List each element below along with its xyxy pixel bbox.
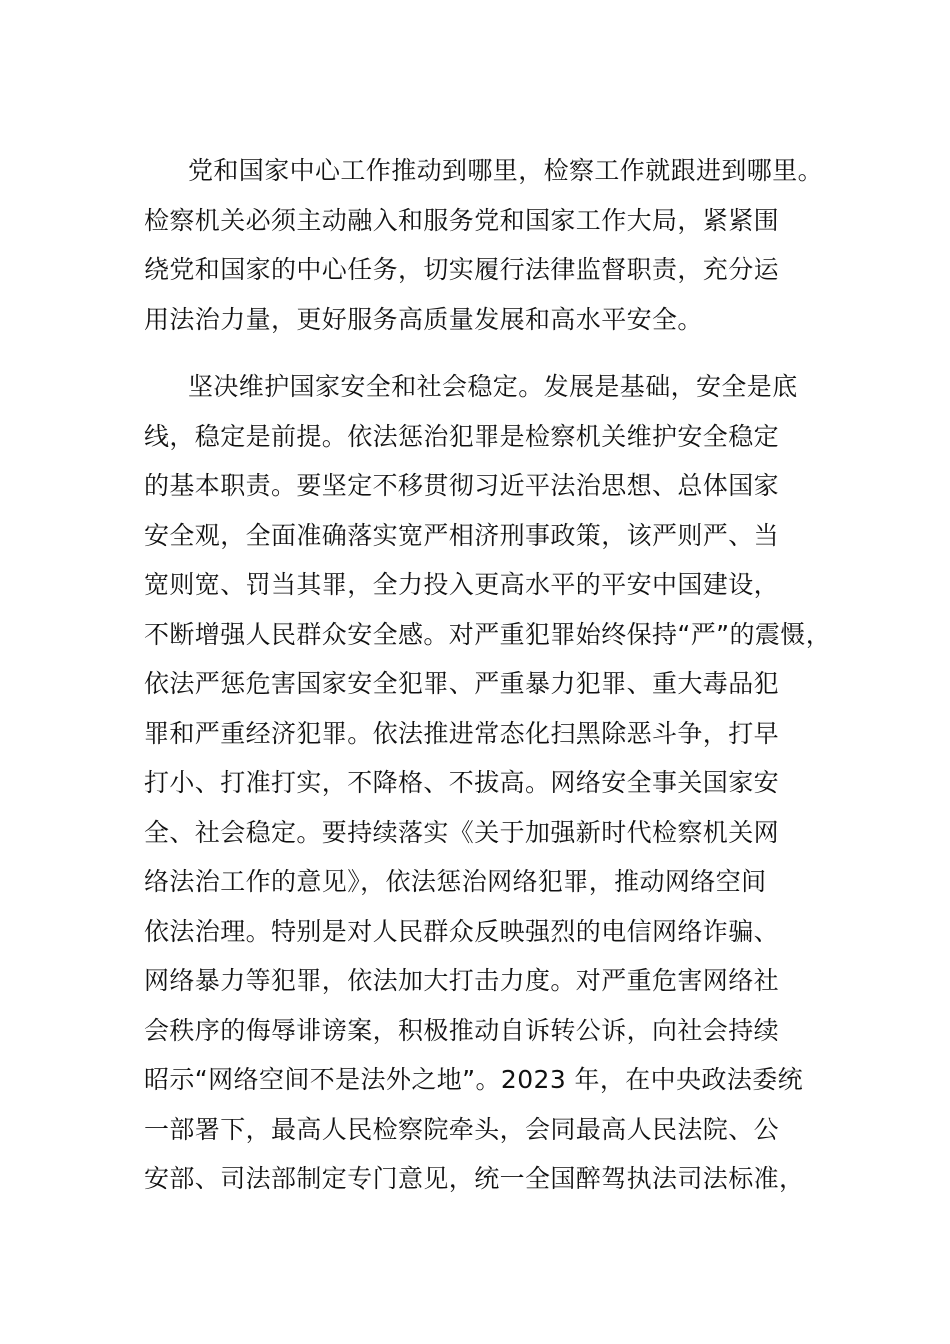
paragraph-line: 检察机关必须主动融入和服务党和国家工作大局，紧紧围 <box>144 205 780 235</box>
paragraph-line: 全、社会稳定。要持续落实《关于加强新时代检察机关网 <box>144 817 780 847</box>
paragraph-line: 用法治力量，更好服务高质量发展和高水平安全。 <box>144 304 703 334</box>
paragraph-line: 坚决维护国家安全和社会稳定。发展是基础，安全是底 <box>188 372 798 401</box>
paragraph-line: 绕党和国家的中心任务，切实履行法律监督职责，充分运 <box>144 255 780 284</box>
paragraph-line: 的基本职责。要坚定不移贯彻习近平法治思想、总体国家 <box>144 471 780 500</box>
paragraph-line: 安全观，全面准确落实宽严相济刑事政策，该严则严、当 <box>144 520 780 550</box>
paragraph-2 <box>144 362 834 1204</box>
paragraph-line: 依法治理。特别是对人民群众反映强烈的电信网络诈骗、 <box>144 916 780 946</box>
paragraph-line: 打小、打准打实，不降格、不拔高。网络安全事关国家安 <box>144 768 780 797</box>
paragraph-line: 罪和严重经济犯罪。依法推进常态化扫黑除恶斗争，打早 <box>144 718 780 748</box>
paragraph-line: 一部署下，最高人民检察院牵头，会同最高人民法院、公 <box>144 1114 780 1144</box>
paragraph-line: 不断增强人民群众安全感。对严重犯罪始终保持“严”的震慑， <box>144 619 832 649</box>
paragraph-line: 网络暴力等犯罪，依法加大打击力度。对严重危害网络社 <box>144 966 780 995</box>
paragraph-1 <box>144 146 834 344</box>
paragraph-line: 安部、司法部制定专门意见，统一全国醉驾执法司法标准， <box>144 1164 805 1193</box>
paragraph-line: 会秩序的侮辱诽谤案，积极推动自诉转公诉，向社会持续 <box>144 1015 780 1045</box>
paragraph-line: 党和国家中心工作推动到哪里，检察工作就跟进到哪里。 <box>188 156 824 185</box>
paragraph-line: 宽则宽、罚当其罪，全力投入更高水平的平安中国建设， <box>144 570 780 599</box>
paragraph-line: 依法严惩危害国家安全犯罪、严重暴力犯罪、重大毒品犯 <box>144 669 780 698</box>
paragraph-line: 线，稳定是前提。依法惩治犯罪是检察机关维护安全稳定 <box>144 421 780 451</box>
paragraph-line: 昭示“网络空间不是法外之地”。2023 年，在中央政法委统 <box>144 1065 804 1094</box>
paragraph-line: 络法治工作的意见》，依法惩治网络犯罪，推动网络空间 <box>144 867 767 896</box>
